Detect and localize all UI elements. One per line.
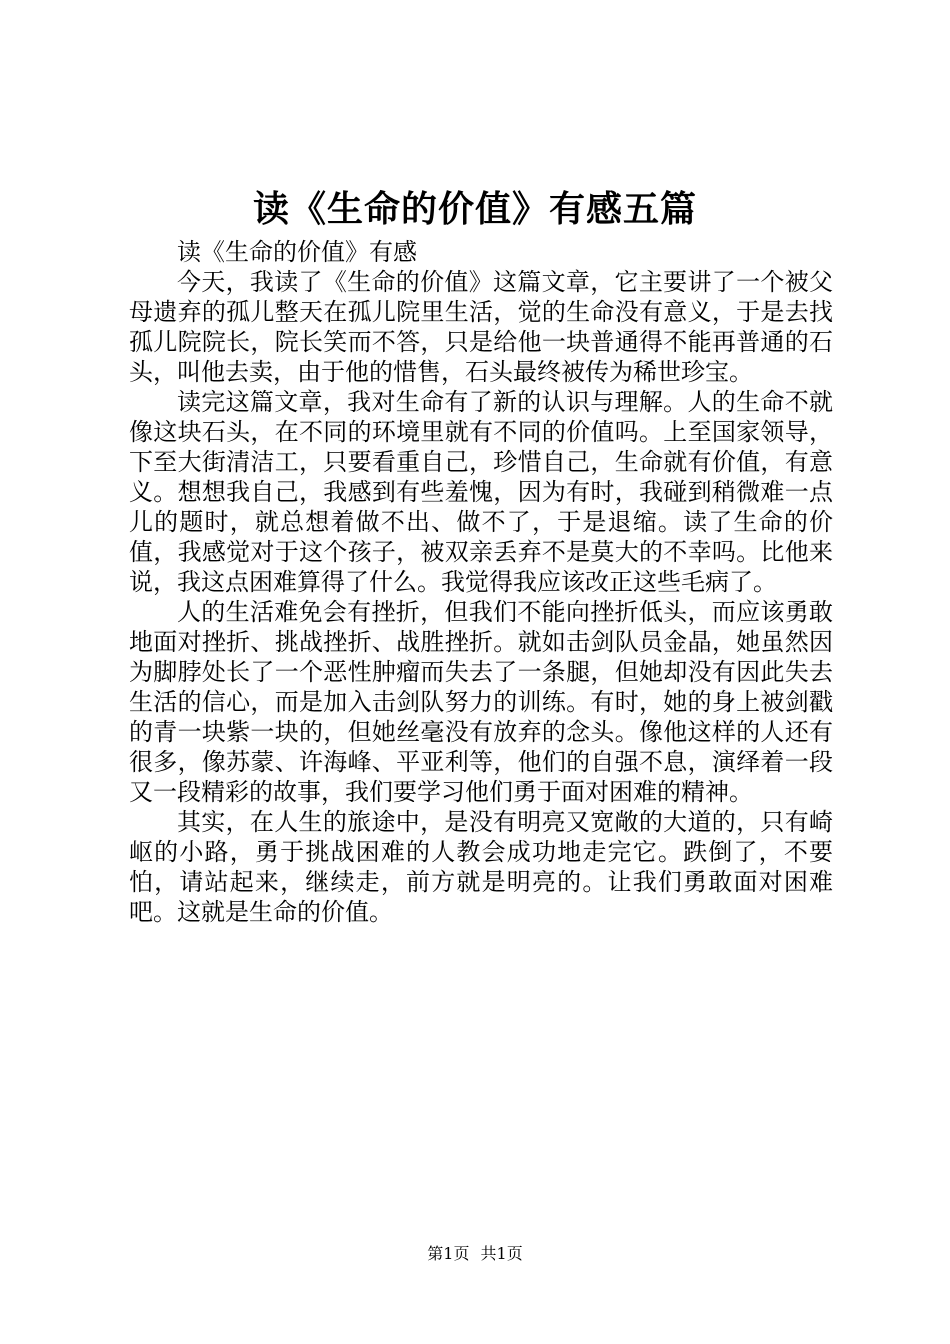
page-total: 共1页 [480,1244,523,1263]
document-body [129,237,833,927]
paragraph-3: 人的生活难免会有挫折，但我们不能向挫折低头，而应该勇敢地面对挫折、挑战挫折、战胜挫折。就如击剑队员金晶，她虽然因为脚脖处长了一个恶性肿瘤而失去了一条腿，但她却没有因此失去生活的信心，而是加入击剑队努力的训练。有时，她的身上被剑戳的青一块紫一块的，但她丝毫没有放弃的念头。像他这样的人还有很多，像苏蒙、许海峰、平亚利等，他们的自强不息，演绎着一段又一段精彩的故事，我们要学习他们勇于面对困难的精神。 [129,598,833,806]
page-footer [0,1243,950,1265]
paragraph-1: 今天，我读了《生命的价值》这篇文章，它主要讲了一个被父母遗弃的孤儿整天在孤儿院里生活，觉的生命没有意义，于是去找孤儿院院长，院长笑而不答，只是给他一块普通得不能再普通的石头，叫他去卖，由于他的惜售，石头最终被传为稀世珍宝。 [129,268,833,386]
document-subtitle: 读《生命的价值》有感 [177,238,417,266]
paragraph-4: 其实，在人生的旅途中，是没有明亮又宽敞的大道的，只有崎岖的小路，勇于挑战困难的人教会成功地走完它。跌倒了，不要怕，请站起来，继续走，前方就是明亮的。让我们勇敢面对困难吧。这就是生命的价值。 [129,808,833,926]
page-number: 第1页 [427,1244,470,1263]
document-title: 读《生命的价值》有感五篇 [252,188,697,230]
paragraph-2: 读完这篇文章，我对生命有了新的认识与理解。人的生命不就像这块石头，在不同的环境里就有不同的价值吗。上至国家领导，下至大街清洁工，只要看重自己，珍惜自己，生命就有价值，有意义。想想我自己，我感到有些羞愧，因为有时，我碰到稍微难一点儿的题时，就总想着做不出、做不了，于是退缩。读了生命的价值，我感觉对于这个孩子，被双亲丢弃不是莫大的不幸吗。比他来说，我这点困难算得了什么。我觉得我应该改正这些毛病了。 [129,388,833,596]
